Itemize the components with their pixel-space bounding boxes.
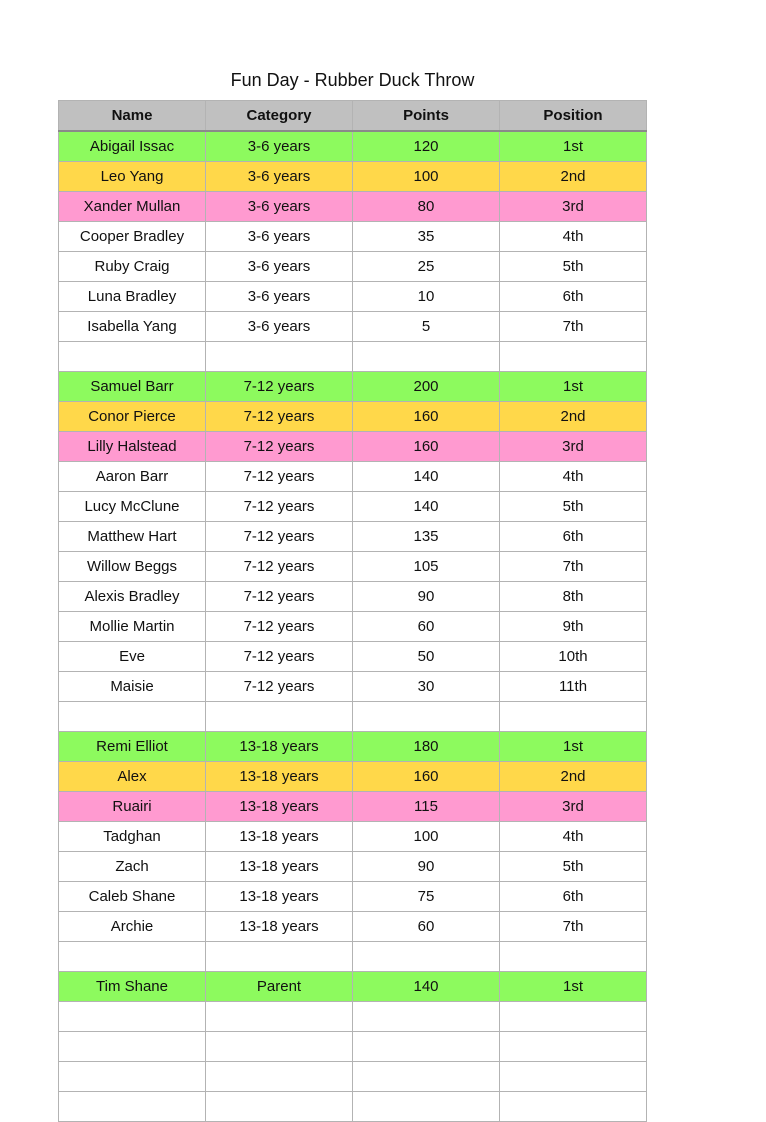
cell-points[interactable]: 60 [353,612,500,642]
table-row [59,822,647,852]
cell-category[interactable]: Parent [206,972,353,1002]
cell-points[interactable] [353,1062,500,1092]
cell-position[interactable]: 4th [500,462,647,492]
cell-name[interactable]: Abigail Issac [59,131,206,162]
cell-category[interactable]: 7-12 years [206,582,353,612]
cell-name[interactable]: Xander Mullan [59,192,206,222]
cell-position[interactable]: 7th [500,312,647,342]
cell-points[interactable]: 105 [353,552,500,582]
cell-name[interactable]: Luna Bradley [59,282,206,312]
cell-name[interactable]: Lucy McClune [59,492,206,522]
cell-points[interactable]: 200 [353,372,500,402]
cell-position[interactable] [500,342,647,372]
cell-category[interactable]: 7-12 years [206,462,353,492]
cell-position[interactable]: 11th [500,672,647,702]
cell-position[interactable]: 9th [500,612,647,642]
cell-position[interactable]: 8th [500,582,647,612]
cell-name[interactable]: Ruairi [59,792,206,822]
cell-position[interactable] [500,1032,647,1062]
cell-position[interactable]: 2nd [500,402,647,432]
cell-category[interactable] [206,1062,353,1092]
cell-name[interactable]: Samuel Barr [59,372,206,402]
table-row [59,762,647,792]
table-row [59,732,647,762]
table-row [59,342,647,372]
table-row [59,1032,647,1062]
table-row [59,942,647,972]
cell-points[interactable]: 115 [353,792,500,822]
cell-position[interactable]: 4th [500,822,647,852]
cell-category[interactable] [206,1092,353,1122]
table-row [59,131,647,162]
cell-name[interactable]: Eve [59,642,206,672]
cell-position[interactable] [500,702,647,732]
table-row [59,882,647,912]
cell-name[interactable]: Alexis Bradley [59,582,206,612]
column-header-points[interactable]: Points [353,101,500,132]
cell-position[interactable] [500,942,647,972]
cell-points[interactable]: 60 [353,912,500,942]
header-row [59,101,647,132]
column-header-category[interactable]: Category [206,101,353,132]
table-row [59,462,647,492]
cell-name[interactable]: Isabella Yang [59,312,206,342]
cell-name[interactable] [59,1002,206,1032]
cell-name[interactable]: Archie [59,912,206,942]
cell-category[interactable]: 3-6 years [206,192,353,222]
table-row [59,972,647,1002]
cell-points[interactable]: 75 [353,882,500,912]
cell-name[interactable]: Ruby Craig [59,252,206,282]
table-row [59,432,647,462]
cell-name[interactable] [59,1032,206,1062]
cell-category[interactable] [206,942,353,972]
cell-category[interactable]: 13-18 years [206,822,353,852]
cell-name[interactable] [59,702,206,732]
cell-points[interactable] [353,1002,500,1032]
sheet-title: Fun Day - Rubber Duck Throw [230,70,475,90]
cell-category[interactable]: 13-18 years [206,912,353,942]
table-header [59,101,647,132]
cell-category[interactable]: 7-12 years [206,372,353,402]
cell-points[interactable]: 140 [353,492,500,522]
cell-position[interactable]: 5th [500,252,647,282]
cell-position[interactable]: 5th [500,492,647,522]
cell-position[interactable] [500,1092,647,1122]
cell-category[interactable]: 7-12 years [206,642,353,672]
cell-category[interactable] [206,702,353,732]
cell-points[interactable]: 5 [353,312,500,342]
cell-points[interactable]: 25 [353,252,500,282]
table-row [59,282,647,312]
table-row [59,192,647,222]
cell-name[interactable]: Tim Shane [59,972,206,1002]
table-row [59,252,647,282]
cell-position[interactable]: 6th [500,522,647,552]
cell-points[interactable] [353,702,500,732]
table-row [59,642,647,672]
cell-points[interactable]: 140 [353,462,500,492]
cell-name[interactable]: Matthew Hart [59,522,206,552]
table-row [59,1002,647,1032]
cell-position[interactable]: 1st [500,372,647,402]
table-row [59,672,647,702]
cell-points[interactable] [353,1032,500,1062]
cell-category[interactable]: 7-12 years [206,672,353,702]
table-row [59,912,647,942]
cell-points[interactable]: 90 [353,582,500,612]
cell-position[interactable]: 3rd [500,192,647,222]
cell-category[interactable]: 3-6 years [206,162,353,192]
cell-category[interactable]: 3-6 years [206,312,353,342]
cell-category[interactable]: 13-18 years [206,792,353,822]
cell-points[interactable]: 100 [353,822,500,852]
table-row [59,522,647,552]
cell-category[interactable]: 7-12 years [206,522,353,552]
cell-name[interactable]: Lilly Halstead [59,432,206,462]
cell-position[interactable]: 7th [500,912,647,942]
cell-category[interactable]: 3-6 years [206,252,353,282]
cell-points[interactable]: 120 [353,131,500,162]
cell-points[interactable] [353,1092,500,1122]
cell-name[interactable]: Maisie [59,672,206,702]
results-table [58,100,647,1122]
cell-category[interactable] [206,1002,353,1032]
cell-category[interactable]: 13-18 years [206,882,353,912]
cell-category[interactable] [206,342,353,372]
cell-points[interactable]: 180 [353,732,500,762]
table-row [59,1062,647,1092]
cell-position[interactable]: 1st [500,732,647,762]
cell-name[interactable]: Remi Elliot [59,732,206,762]
cell-name[interactable]: Cooper Bradley [59,222,206,252]
cell-category[interactable]: 7-12 years [206,402,353,432]
table-row [59,702,647,732]
cell-points[interactable]: 160 [353,432,500,462]
cell-category[interactable]: 7-12 years [206,552,353,582]
cell-category[interactable]: 13-18 years [206,732,353,762]
cell-position[interactable]: 2nd [500,762,647,792]
cell-position[interactable]: 3rd [500,432,647,462]
cell-position[interactable]: 3rd [500,792,647,822]
cell-name[interactable]: Tadghan [59,822,206,852]
column-header-name[interactable]: Name [59,101,206,132]
cell-name[interactable] [59,942,206,972]
table-row [59,552,647,582]
table-row [59,372,647,402]
cell-name[interactable]: Zach [59,852,206,882]
cell-points[interactable]: 160 [353,402,500,432]
table-row [59,582,647,612]
cell-name[interactable]: Mollie Martin [59,612,206,642]
cell-points[interactable]: 90 [353,852,500,882]
cell-points[interactable] [353,342,500,372]
cell-name[interactable]: Alex [59,762,206,792]
cell-category[interactable]: 13-18 years [206,762,353,792]
table-row [59,222,647,252]
cell-points[interactable]: 80 [353,192,500,222]
cell-category[interactable]: 7-12 years [206,492,353,522]
cell-points[interactable]: 100 [353,162,500,192]
cell-position[interactable]: 5th [500,852,647,882]
cell-category[interactable]: 3-6 years [206,222,353,252]
table-row [59,492,647,522]
cell-name[interactable] [59,342,206,372]
table-row [59,162,647,192]
cell-points[interactable]: 10 [353,282,500,312]
table-row [59,312,647,342]
cell-name[interactable] [59,1062,206,1092]
cell-points[interactable]: 50 [353,642,500,672]
cell-position[interactable]: 6th [500,882,647,912]
cell-points[interactable]: 160 [353,762,500,792]
cell-position[interactable]: 7th [500,552,647,582]
cell-name[interactable]: Willow Beggs [59,552,206,582]
table-row [59,852,647,882]
cell-points[interactable]: 35 [353,222,500,252]
table-row [59,1092,647,1122]
cell-position[interactable]: 4th [500,222,647,252]
cell-category[interactable]: 7-12 years [206,432,353,462]
table-row [59,402,647,432]
cell-position[interactable]: 6th [500,282,647,312]
cell-category[interactable]: 3-6 years [206,282,353,312]
table-row [59,612,647,642]
cell-name[interactable]: Leo Yang [59,162,206,192]
table-row [59,792,647,822]
cell-position[interactable]: 2nd [500,162,647,192]
cell-name[interactable]: Conor Pierce [59,402,206,432]
cell-category[interactable]: 13-18 years [206,852,353,882]
column-header-position[interactable]: Position [500,101,647,132]
cell-points[interactable]: 140 [353,972,500,1002]
cell-position[interactable]: 1st [500,972,647,1002]
cell-position[interactable] [500,1062,647,1092]
cell-position[interactable] [500,1002,647,1032]
cell-points[interactable] [353,942,500,972]
table-body [59,131,647,1122]
cell-name[interactable]: Caleb Shane [59,882,206,912]
cell-name[interactable] [59,1092,206,1122]
cell-name[interactable]: Aaron Barr [59,462,206,492]
cell-category[interactable] [206,1032,353,1062]
cell-position[interactable]: 1st [500,131,647,162]
cell-position[interactable]: 10th [500,642,647,672]
cell-points[interactable]: 30 [353,672,500,702]
cell-category[interactable]: 7-12 years [206,612,353,642]
cell-category[interactable]: 3-6 years [206,131,353,162]
cell-points[interactable]: 135 [353,522,500,552]
